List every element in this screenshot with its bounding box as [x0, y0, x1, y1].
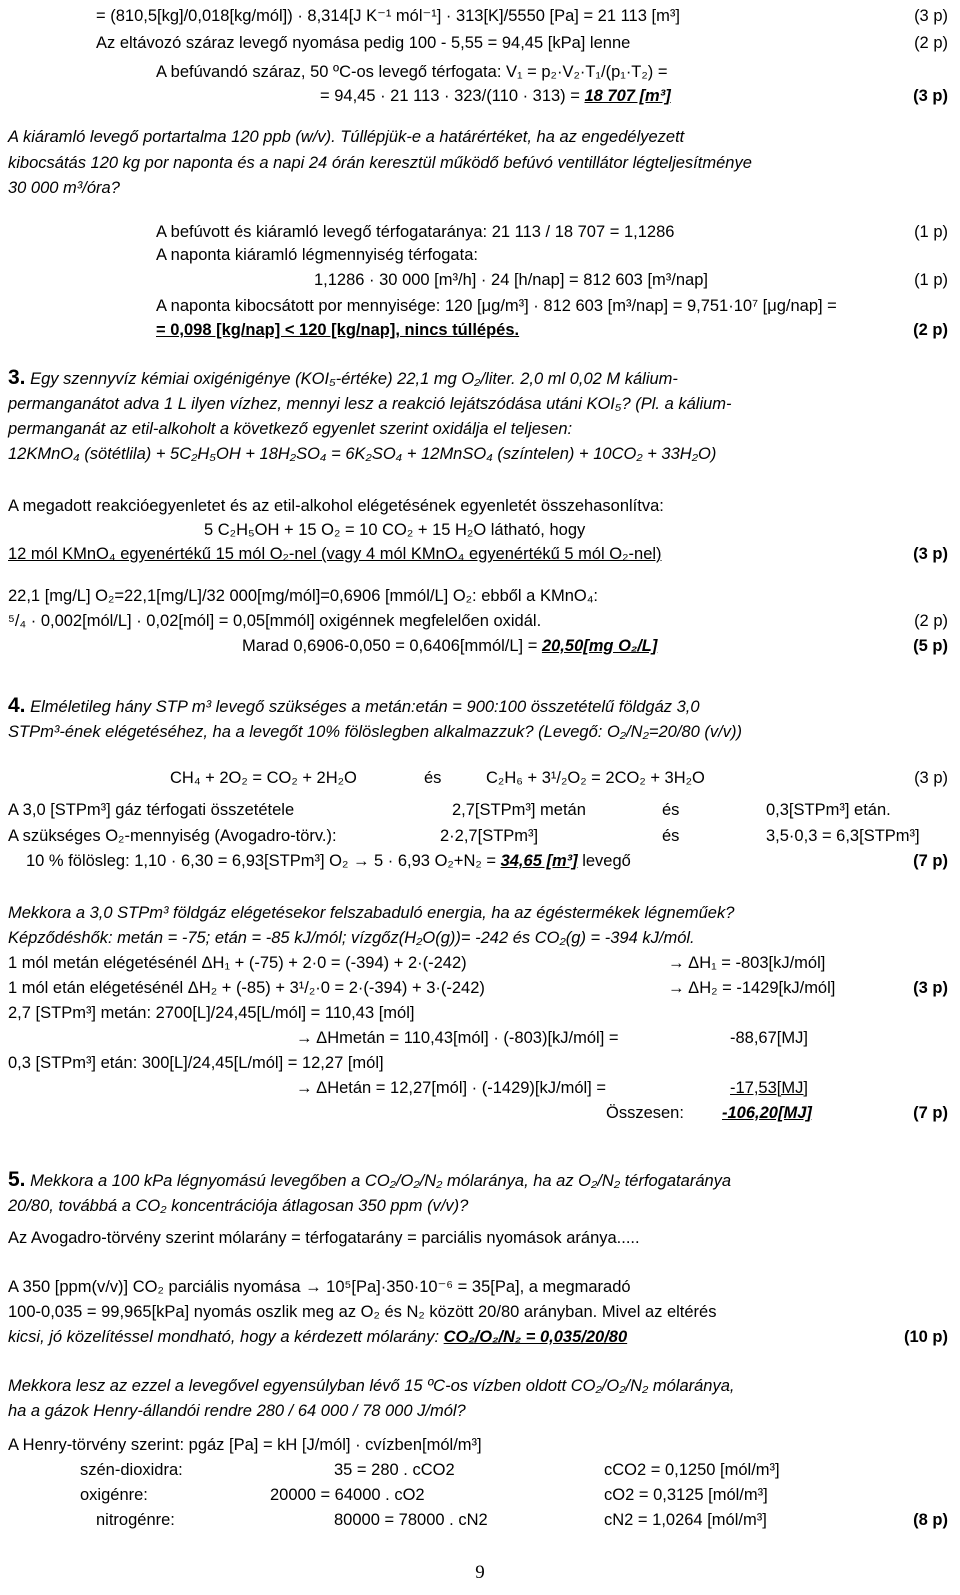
- points: (1 p): [914, 223, 948, 241]
- calc-line: → ΔHetán = 12,27[mól] · (-1429)[kJ/mól] =: [296, 1079, 606, 1097]
- calc-line: Az Avogadro-törvény szerint mólarány = térfogatarány = parciális nyomások aránya.....: [8, 1229, 640, 1247]
- row-label: nitrogénre:: [96, 1511, 175, 1529]
- calc-line: = (810,5[kg]/0,018[kg/mól]) · 8,314[J K⁻¹ mól⁻¹] · 313[K]/5550 [Pa] = 21 113 [m³]: [96, 7, 680, 25]
- calc-line: 1,1286 · 30 000 [m³/h] · 24 [h/nap] = 812 603 [m³/nap]: [314, 271, 708, 289]
- points: (10 p): [903, 1328, 948, 1346]
- calc-line: 0,3 [STPm³] etán: 300[L]/24,45[L/mól] = 12,27 [mól]: [8, 1054, 384, 1072]
- question-number: 5.: [8, 1168, 26, 1191]
- equation: C₂H₆ + 3¹/₂O₂ = 2CO₂ + 3H₂O: [486, 769, 705, 787]
- page-number: 9: [475, 1562, 485, 1583]
- calc-line: 35 = 280 . cCO2: [334, 1461, 455, 1479]
- calc-line: 20000 = 64000 . cO2: [270, 1486, 425, 1504]
- result: cCO2 = 0,1250 [mól/m³]: [604, 1461, 780, 1479]
- word: és: [662, 827, 680, 845]
- result: -106,20[MJ]: [722, 1104, 812, 1122]
- calc-line: kicsi, jó közelítéssel mondható, hogy a kérdezett mólarány: CO₂/O₂/N₂ = 0,035/20/80: [8, 1328, 628, 1346]
- question-number: 4.: [8, 694, 26, 717]
- equation: CH₄ + 2O₂ = CO₂ + 2H₂O: [170, 769, 357, 787]
- question-number: 3.: [8, 366, 26, 389]
- calc-line: A szükséges O₂-mennyiség (Avogadro-törv.):: [8, 827, 337, 845]
- points: (3 p): [913, 545, 948, 563]
- question-4: 4. Elméletileg hány STP m³ levegő szükséges a metán:etán = 900:100 összetételű földgáz 3,0: [8, 694, 700, 717]
- points: (7 p): [913, 852, 948, 870]
- calc-line: 3,5·0,3 = 6,3[STPm³]: [766, 827, 920, 845]
- row-label: szén-dioxidra:: [80, 1461, 183, 1479]
- calc-line: A naponta kiáramló légmennyiség térfogata:: [156, 246, 478, 264]
- calc-line: 2·2,7[STPm³]: [440, 827, 539, 845]
- points: (3 p): [913, 87, 948, 105]
- points: (1 p): [914, 271, 948, 289]
- calc-line: A naponta kibocsátott por mennyisége: 120 [μg/m³] · 812 603 [m³/nap] = 9,751·10⁷ [μg/nap] =: [156, 297, 837, 315]
- result: cN2 = 1,0264 [mól/m³]: [604, 1511, 767, 1529]
- question-5: 5. Mekkora a 100 kPa légnyomású levegőben a CO₂/O₂/N₂ mólaránya, ha az O₂/N₂ térfogataránya: [8, 1168, 732, 1191]
- calc-line: A 3,0 [STPm³] gáz térfogati összetétele: [8, 801, 295, 819]
- word: és: [424, 769, 442, 787]
- calc-line: 2,7 [STPm³] metán: 2700[L]/24,45[L/mól] = 110,43 [mól]: [8, 1004, 415, 1022]
- calc-line: -17,53[MJ]: [730, 1079, 808, 1097]
- calc-line: A befúvott és kiáramló levegő térfogataránya: 21 113 / 18 707 = 1,1286: [156, 223, 675, 241]
- calc-line: A 350 [ppm(v/v)] CO₂ parciális nyomása → 10⁵[Pa]·350·10⁻⁶ = 35[Pa], a megmaradó: [8, 1278, 631, 1296]
- points: (3 p): [913, 979, 948, 997]
- question-text: A kiáramló levegő portartalma 120 ppb (w/v). Túllépjük-e a határértéket, ha az engedélyezett: [8, 128, 685, 146]
- calc-line: Az eltávozó száraz levegő nyomása pedig 100 - 5,55 = 94,45 [kPa] lenne: [96, 34, 631, 52]
- calc-line: 0,3[STPm³] etán.: [766, 801, 891, 819]
- calc-line: 80000 = 78000 . cN2: [334, 1511, 488, 1529]
- calc-line: A megadott reakcióegyenletet és az etil-alkohol elégetésének egyenletét összehasonlítva:: [8, 497, 664, 515]
- word: és: [662, 801, 680, 819]
- result: cO2 = 0,3125 [mól/m³]: [604, 1486, 768, 1504]
- calc-line: 1 mól etán elégetésénél ΔH₂ + (-85) + 3¹/₂·0 = 2·(-394) + 3·(-242): [8, 979, 485, 997]
- question-text: 30 000 m³/óra?: [8, 179, 120, 197]
- calc-line: Marad 0,6906-0,050 = 0,6406[mmól/L] = 20,50[mg O₂/L]: [242, 637, 658, 655]
- equation: 5 C₂H₅OH + 15 O₂ = 10 CO₂ + 15 H₂O látható, hogy: [204, 521, 586, 539]
- calc-line: 100-0,035 = 99,965[kPa] nyomás oszlik meg az O₂ és N₂ között 20/80 arányban. Mivel az eltérés: [8, 1303, 717, 1321]
- label: Összesen:: [606, 1104, 684, 1122]
- points: (7 p): [913, 1104, 948, 1122]
- equation: 12KMnO₄ (sötétlila) + 5C₂H₅OH + 18H₂SO₄ = 6K₂SO₄ + 12MnSO₄ (színtelen) + 10CO₂ + 33H₂O): [8, 445, 717, 463]
- points: (5 p): [913, 637, 948, 655]
- calc-line: 22,1 [mg/L] O₂=22,1[mg/L]/32 000[mg/mól]=0,6906 [mmól/L] O₂: ebből a KMnO₄:: [8, 587, 599, 605]
- question-text: permanganát az etil-alkoholt a következő egyenlet szerint oxidálja el teljesen:: [8, 420, 573, 438]
- points: (2 p): [913, 321, 948, 339]
- calc-line: 10 % fölösleg: 1,10 · 6,30 = 6,93[STPm³] O₂ → 5 · 6,93 O₂+N₂ = 34,65 [m³] levegő: [26, 852, 631, 870]
- calc-line: A Henry-törvény szerint: pgáz [Pa] = kH [J/mól] · cvízben[mól/m³]: [8, 1436, 482, 1454]
- points: (8 p): [913, 1511, 948, 1529]
- row-label: oxigénre:: [80, 1486, 148, 1504]
- question-text: permanganátot adva 1 L ilyen vízhez, mennyi lesz a reakció lejátszódása utáni KOI₅? (Pl. a kálium-: [8, 395, 732, 413]
- calc-line: = 94,45 · 21 113 · 323/(110 · 313) = 18 707 [m³]: [320, 87, 671, 105]
- question-text: kibocsátás 120 kg por naponta és a napi 24 órán keresztül működő befúvó ventillátor légteljesítménye: [8, 154, 752, 172]
- question-text: STPm³-ének elégetéséhez, ha a levegőt 10% fölöslegben alkalmazzuk? (Levegő: O₂/N₂=20/80 (v/v)): [8, 723, 742, 741]
- result: = 0,098 [kg/nap] < 120 [kg/nap], nincs túllépés.: [156, 321, 520, 339]
- calc-line: A befúvandó száraz, 50 ºC-os levegő térfogata: V₁ = p₂·V₂·T₁/(p₁·T₂) =: [156, 63, 668, 81]
- result: CO₂/O₂/N₂ = 0,035/20/80: [443, 1328, 628, 1346]
- calc-line: 1 mól metán elégetésénél ΔH₁ + (-75) + 2·0 = (-394) + 2·(-242): [8, 954, 467, 972]
- question-text: ha a gázok Henry-állandói rendre 280 / 64 000 / 78 000 J/mól?: [8, 1402, 466, 1420]
- points: (2 p): [914, 612, 948, 630]
- points: (3 p): [914, 7, 948, 25]
- calc-line: 2,7[STPm³] metán: [452, 801, 586, 819]
- result: 34,65 [m³]: [500, 852, 578, 870]
- result: → ΔH₁ = -803[kJ/mól]: [668, 954, 826, 972]
- result: 20,50[mg O₂/L]: [541, 637, 658, 655]
- result: 18 707 [m³]: [584, 87, 671, 105]
- question-text: Mekkora lesz az ezzel a levegővel egyensúlyban lévő 15 ºC-os vízben oldott CO₂/O₂/N₂ mólaránya,: [8, 1377, 735, 1395]
- calc-line: → ΔHmetán = 110,43[mól] · (-803)[kJ/mól] =: [296, 1029, 619, 1047]
- calc-line: ⁵/₄ · 0,002[mól/L] · 0,02[mól] = 0,05[mmól] oxigénnek megfelelően oxidál.: [8, 612, 542, 630]
- question-text: Mekkora a 3,0 STPm³ földgáz elégetésekor felszabaduló energia, ha az égéstermékek légneműek?: [8, 904, 735, 922]
- question-text: Képződéshők: metán = -75; etán = -85 kJ/mól; vízgőz(H₂O(g))= -242 és CO₂(g) = -394 kJ/mól.: [8, 929, 695, 947]
- points: (3 p): [914, 769, 948, 787]
- question-3: 3. Egy szennyvíz kémiai oxigénigénye (KOI₅-értéke) 22,1 mg O₂/liter. 2,0 ml 0,02 M kálium-: [8, 366, 678, 389]
- points: (2 p): [914, 34, 948, 52]
- result: → ΔH₂ = -1429[kJ/mól]: [668, 979, 836, 997]
- question-text: 20/80, továbbá a CO₂ koncentrációja átlagosan 350 ppm (v/v)?: [8, 1197, 469, 1215]
- calc-line: 12 mól KMnO₄ egyenértékű 15 mól O₂-nel (vagy 4 mól KMnO₄ egyenértékű 5 mól O₂-nel): [8, 545, 662, 563]
- calc-line: -88,67[MJ]: [730, 1029, 808, 1047]
